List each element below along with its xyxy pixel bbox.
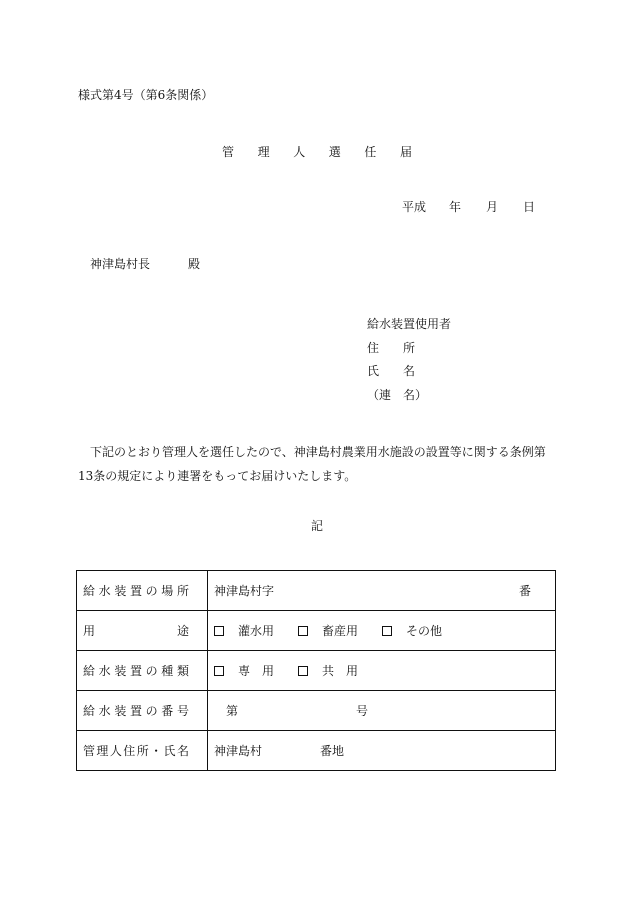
type-field bbox=[208, 651, 556, 691]
table-row bbox=[77, 611, 556, 651]
table-row bbox=[77, 651, 556, 691]
title-char: 管 bbox=[222, 145, 235, 159]
title-char: 届 bbox=[399, 145, 412, 159]
applicant-name-label: 氏 名 bbox=[367, 364, 416, 378]
date-line bbox=[402, 198, 535, 215]
checkbox-icon[interactable] bbox=[214, 666, 224, 676]
addressee-honorific: 殿 bbox=[188, 257, 201, 271]
checkbox-icon[interactable] bbox=[298, 626, 308, 636]
usage-option[interactable]: 畜産用 bbox=[298, 622, 382, 639]
checkbox-icon[interactable] bbox=[382, 626, 392, 636]
checkbox-icon[interactable] bbox=[298, 666, 308, 676]
manager-address-field[interactable] bbox=[208, 731, 556, 771]
location-prefix: 神津島村字 bbox=[214, 584, 275, 598]
row-label: 給 水 装 置 の 種 類 bbox=[77, 651, 208, 691]
title-char: 任 bbox=[364, 145, 377, 159]
title-char: 理 bbox=[257, 145, 270, 159]
type-option[interactable]: 専 用 bbox=[214, 662, 298, 679]
number-suffix: 号 bbox=[356, 704, 369, 718]
location-field[interactable] bbox=[208, 571, 556, 611]
body-paragraph: 下記のとおり管理人を選任したので、神津島村農業用水施設の設置等に関する条例第13条の規定により連署をもってお届けいたします。 bbox=[78, 445, 546, 483]
addressee bbox=[90, 255, 200, 272]
applicant-heading: 給水装置使用者 bbox=[367, 317, 452, 331]
number-prefix: 第 bbox=[226, 704, 239, 718]
number-field[interactable] bbox=[208, 691, 556, 731]
title-char: 選 bbox=[328, 145, 341, 159]
type-option[interactable]: 共 用 bbox=[298, 662, 358, 679]
applicant-address-label: 住 所 bbox=[367, 340, 416, 355]
usage-option[interactable]: その他 bbox=[382, 622, 442, 639]
row-label: 給 水 装 置 の 場 所 bbox=[77, 571, 208, 611]
addressee-name: 神津島村長 bbox=[90, 257, 151, 271]
table-row bbox=[77, 571, 556, 611]
date-month: 月 bbox=[486, 200, 499, 214]
table-row bbox=[77, 691, 556, 731]
checkbox-icon[interactable] bbox=[214, 626, 224, 636]
manager-address-suffix: 番地 bbox=[320, 744, 345, 758]
form-number: 様式第4号（第6条関係） bbox=[78, 88, 214, 102]
ki-heading: 記 bbox=[311, 519, 324, 533]
date-year: 年 bbox=[449, 200, 462, 214]
info-table bbox=[76, 570, 556, 771]
applicant-block bbox=[367, 313, 451, 407]
usage-option[interactable]: 灌水用 bbox=[214, 622, 298, 639]
applicant-joint-label: （連 名） bbox=[367, 387, 428, 402]
manager-address-prefix: 神津島村 bbox=[214, 744, 263, 758]
row-label: 用 途 bbox=[77, 611, 208, 651]
location-suffix: 番 bbox=[518, 584, 531, 598]
row-label: 給 水 装 置 の 番 号 bbox=[77, 691, 208, 731]
row-label: 管 理 人 住 所 ・ 氏 名 bbox=[77, 731, 208, 771]
date-day: 日 bbox=[523, 200, 536, 214]
title-char: 人 bbox=[293, 145, 306, 159]
usage-field bbox=[208, 611, 556, 651]
date-era: 平成 bbox=[402, 200, 427, 214]
table-row bbox=[77, 731, 556, 771]
document-title bbox=[222, 143, 412, 160]
